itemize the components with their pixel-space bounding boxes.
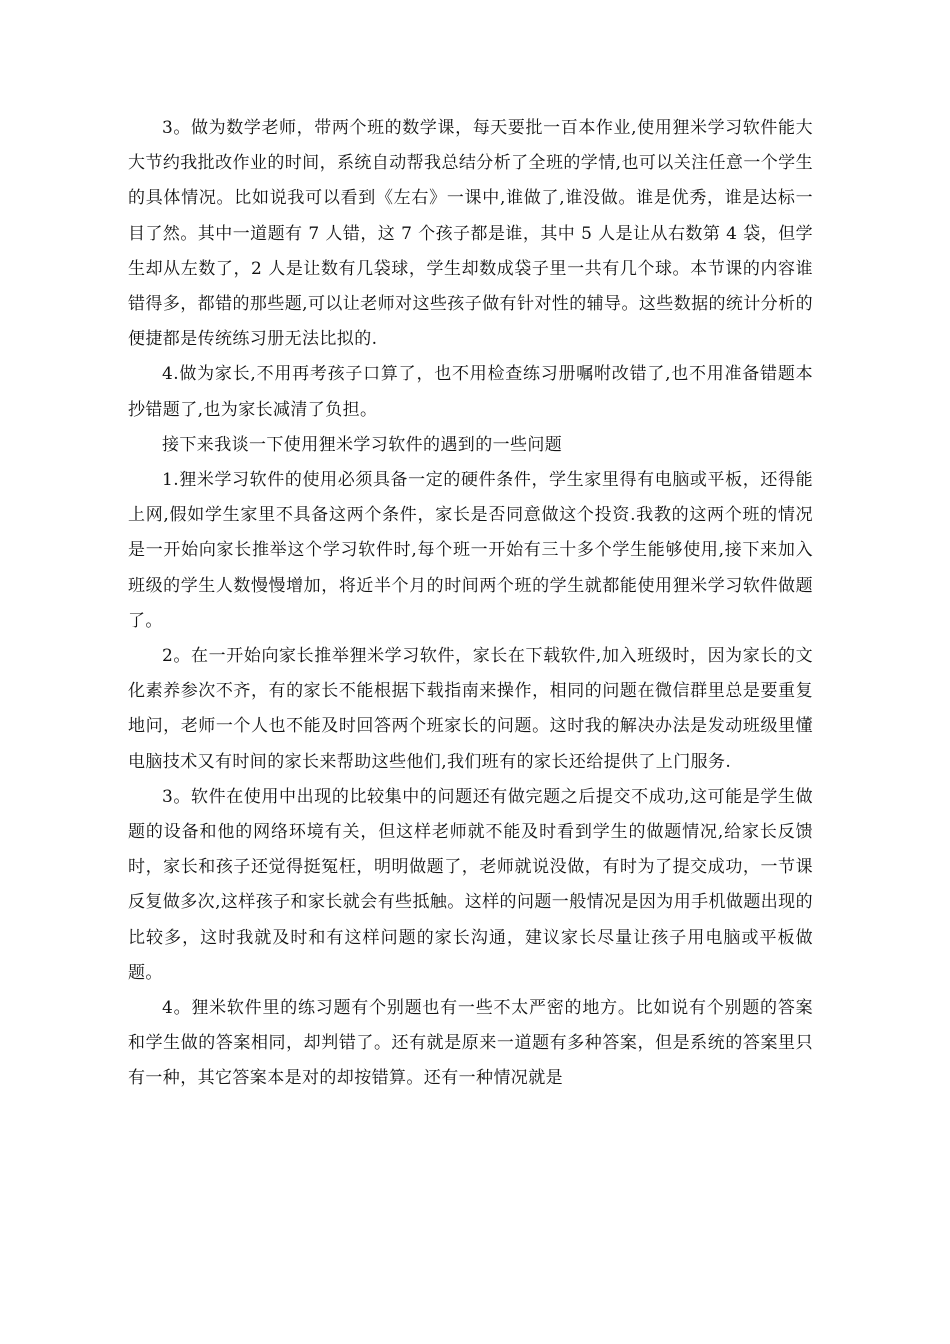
paragraph-parent-benefit: 4.做为家长,不用再考孩子口算了，也不用检查练习册嘱咐改错了,也不用准备错题本抄错题了,也为家长减清了负担。 (128, 364, 813, 420)
paragraph-submission-problem: 3。软件在使用中出现的比较集中的问题还有做完题之后提交不成功,这可能是学生做题的设备和他的网络环境有关，但这样老师就不能及时看到学生的做题情况,给家长反馈时，家长和孩子还觉得挺冤枉，明明做题了，老师就说没做，有时为了提交成功，一节课反复做多次,这样孩子和家长就会有些抵触。这样的问题一般情况是因为用手机做题出现的比较多，这时我就及时和有这样问题的家长沟通，建议家长尽量让孩子用电脑或平板做题。 (128, 786, 813, 983)
paragraph-hardware-problem: 1.狸米学习软件的使用必须具备一定的硬件条件，学生家里得有电脑或平板，还得能上网,假如学生家里不具备这两个条件，家长是否同意做这个投资.我教的这两个班的情况是一开始向家长推举这个学习软件时,每个班一开始有三十多个学生能够使用,接下来加入班级的学生人数慢慢增加，将近半个月的时间两个班的学生就都能使用狸米学习软件做题了。 (128, 470, 813, 631)
paragraph-answer-problem: 4。狸米软件里的练习题有个别题也有一些不太严密的地方。比如说有个别题的答案和学生做的答案相同，却判错了。还有就是原来一道题有多种答案，但是系统的答案里只有一种，其它答案本是对的却按错算。还有一种情况就是 (128, 998, 813, 1089)
paragraph-teacher-benefit: 3。做为数学老师，带两个班的数学课，每天要批一百本作业,使用狸米学习软件能大大节约我批改作业的时间，系统自动帮我总结分析了全班的学情,也可以关注任意一个学生的具体情况。比如说我可以看到《左右》一课中,谁做了,谁没做。谁是优秀，谁是达标一目了然。其中一道题有 7 人错，这 7 个孩子都是谁，其中 5 人是让从右数第 4 袋，但学生却从左数了，2 人是让数有几袋球，学生却数成袋子里一共有几个球。本节课的内容谁错得多，都错的那些题,可以让老师对这些孩子做有针对性的辅导。这些数据的统计分析的便捷都是传统练习册无法比拟的. (128, 118, 813, 350)
document-body (128, 111, 813, 1097)
paragraph-setup-problem: 2。在一开始向家长推举狸米学习软件，家长在下载软件,加入班级时，因为家长的文化素养参次不齐，有的家长不能根据下载指南来操作，相同的问题在微信群里总是要重复地问，老师一个人也不能及时回答两个班家长的问题。这时我的解决办法是发动班级里懂电脑技术又有时间的家长来帮助这些他们,我们班有的家长还给提供了上门服务. (128, 646, 813, 772)
paragraph-problems-intro: 接下来我谈一下使用狸米学习软件的遇到的一些问题 (162, 434, 563, 455)
